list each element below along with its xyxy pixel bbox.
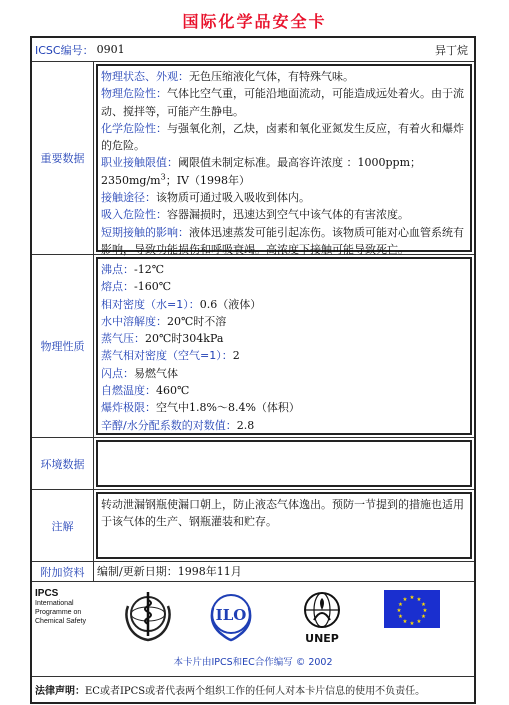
physical-item: 蒸气压：20℃时304kPa bbox=[101, 332, 224, 346]
svg-text:★: ★ bbox=[422, 608, 428, 614]
environment-label: 环境数据 bbox=[32, 438, 94, 489]
hazard-item: 吸入危险性：容器漏损时，迅速达到空气中该气体的有害浓度。 bbox=[101, 208, 409, 222]
physical-item: 辛醇/水分配系数的对数值：2.8 bbox=[101, 418, 255, 432]
eu-flag-icon bbox=[384, 590, 440, 628]
hazard-item: 物理危险性：气体比空气重，可能沿地面流动，可能造成远处着火。由于流动、搅拌等，可能产生静电。 bbox=[101, 87, 464, 118]
hazard-row bbox=[32, 62, 474, 255]
safety-card bbox=[30, 36, 476, 704]
notes-row bbox=[32, 490, 474, 562]
environment-row bbox=[32, 438, 474, 490]
icsc-number: 0901 bbox=[96, 43, 125, 56]
logo-row bbox=[32, 582, 474, 677]
ipcs-logo: IPCS International Programme on Chemical Safety bbox=[35, 588, 86, 625]
hazard-label: 重要数据 bbox=[32, 62, 94, 254]
reference-label: 附加资料 bbox=[32, 562, 94, 581]
svg-text:ILO: ILO bbox=[215, 606, 247, 624]
physical-content bbox=[96, 257, 472, 435]
physical-item: 沸点：-12℃ bbox=[101, 263, 165, 276]
physical-item: 熔点：-160℃ bbox=[101, 280, 172, 294]
chemical-name: 异丁烷 bbox=[435, 43, 468, 57]
physical-item: 闪点：易燃气体 bbox=[101, 366, 178, 380]
physical-label: 物理性质 bbox=[32, 255, 94, 437]
svg-text:★: ★ bbox=[421, 602, 426, 608]
physical-item: 相对密度（水=1）：0.6（液体） bbox=[101, 297, 262, 311]
svg-text:UNEP: UNEP bbox=[305, 632, 339, 645]
legal-text: EC或者IPCS或者代表两个组织工作的任何人对本卡片信息的使用不负责任。 bbox=[85, 686, 426, 697]
ilo-emblem-icon bbox=[205, 586, 257, 646]
unep-emblem-icon bbox=[294, 586, 350, 650]
environment-content bbox=[96, 440, 472, 487]
notes-content: 转动泄漏钢瓶使漏口朝上，防止液态气体逸出。预防一节提到的措施也适用于该气体的生产、钢瓶灌装和贮存。 bbox=[96, 492, 472, 559]
svg-text:★: ★ bbox=[402, 597, 408, 603]
svg-text:★: ★ bbox=[396, 608, 402, 614]
hazard-item: 物理状态、外观：无色压缩液化气体，有特殊气味。 bbox=[101, 70, 354, 83]
notes-label: 注解 bbox=[32, 490, 94, 561]
legal-label: 法律声明： bbox=[35, 686, 85, 697]
hazard-item: 短期接触的影响：液体迅速蒸发可能引起冻伤。该物质可能对心血管系统有影响，导致功能损伤和呼吸衰竭。高浓度下接触可能导致死亡。 bbox=[101, 225, 464, 256]
svg-text:★: ★ bbox=[421, 614, 426, 620]
svg-text:★: ★ bbox=[416, 597, 422, 603]
physical-item: 水中溶解度：20℃时不溶 bbox=[101, 314, 227, 328]
card-title: 国际化学品安全卡 bbox=[182, 12, 327, 31]
reference-row bbox=[32, 562, 474, 582]
legal-row bbox=[32, 677, 474, 702]
icsc-label: ICSC编号： bbox=[35, 43, 94, 57]
hazard-item: 化学危险性：与强氧化剂，乙炔，卤素和氧化亚氮发生反应，有着火和爆炸的危险。 bbox=[101, 121, 464, 153]
hazard-item: 职业接触限值：阈限值未制定标准。最高容许浓度 ：1000ppm；$2350mg/m^3$；IV（1998年） bbox=[101, 156, 422, 187]
physical-row bbox=[32, 255, 474, 438]
credit-text: 本卡片由IPCS和EC合作编写 © 2002 bbox=[173, 657, 333, 668]
svg-text:★: ★ bbox=[402, 619, 408, 625]
reference-content: 编制/更新日期：1998年11月 bbox=[97, 565, 242, 578]
physical-item: 蒸气相对密度（空气=1）：2 bbox=[101, 349, 240, 363]
header-row bbox=[32, 38, 474, 62]
svg-text:★: ★ bbox=[398, 602, 403, 608]
svg-text:★: ★ bbox=[409, 621, 415, 627]
hazard-content bbox=[96, 64, 472, 256]
svg-text:★: ★ bbox=[416, 619, 422, 625]
who-emblem-icon bbox=[122, 586, 174, 646]
hazard-item: 接触途径：该物质可通过吸入吸收到体内。 bbox=[101, 191, 310, 205]
physical-item: 自燃温度：460℃ bbox=[101, 384, 190, 398]
physical-item: 爆炸极限：空气中1.8%～8.4%（体积） bbox=[101, 401, 300, 415]
svg-text:★: ★ bbox=[398, 614, 403, 620]
svg-text:★: ★ bbox=[409, 595, 415, 601]
